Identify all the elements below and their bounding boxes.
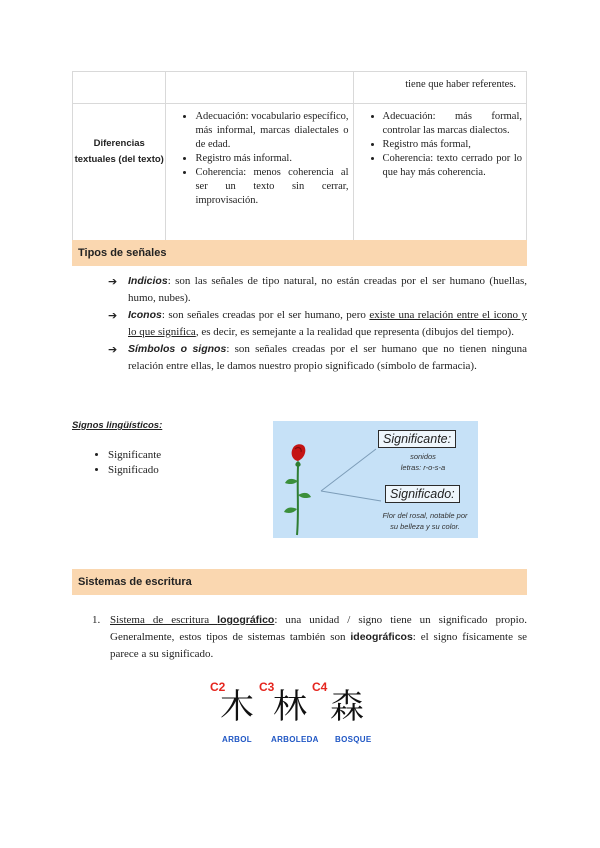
- kanji-word: BOSQUE: [335, 735, 372, 744]
- term: Símbolos o signos: [128, 343, 227, 355]
- definition-line: Flor del rosal, notable por: [382, 511, 468, 520]
- escritura-list: [92, 612, 527, 663]
- row-label-line: textuales (del texto): [74, 154, 164, 165]
- sonidos-label: sonidos: [410, 452, 436, 461]
- table-cell: [73, 72, 166, 104]
- signos-list: [88, 448, 161, 478]
- section-heading-tipos: Tipos de señales: [72, 240, 527, 266]
- letras-label: letras: r-o-s-a: [400, 463, 446, 472]
- sign-diagram: [273, 421, 478, 538]
- kanji-word: ARBOLEDA: [271, 735, 319, 744]
- kanji-char: 森: [330, 687, 364, 727]
- definition: : el signo físicamente se parece a su significado.: [110, 631, 528, 660]
- kanji-char: 木: [220, 687, 254, 727]
- table-row: [73, 104, 527, 251]
- tipos-list: [108, 273, 527, 375]
- table-row: [73, 72, 527, 104]
- term: Iconos: [128, 309, 162, 321]
- kanji-label: C2: [210, 680, 226, 694]
- table-cell: [353, 104, 527, 251]
- kanji-char: 林: [273, 687, 307, 727]
- list-item: [108, 341, 527, 375]
- kanji-label: C4: [312, 680, 328, 694]
- definition: , es decir, es semejante a la realidad que representa (dibujos del tiempo).: [195, 326, 514, 338]
- list-item: • Significante: [108, 448, 161, 463]
- arrow-icon: ➔: [108, 275, 118, 288]
- row-label-line: Diferencias: [93, 138, 145, 149]
- arrow-icon: ➔: [108, 343, 118, 356]
- kanji-label: C3: [259, 680, 275, 694]
- item-lead: Sistema de escritura: [110, 614, 218, 626]
- significante-box: Significante:: [378, 430, 456, 448]
- table-cell: [166, 72, 353, 104]
- section-heading-escritura: Sistemas de escritura: [72, 569, 527, 595]
- definition: : son las señales de tipo natural, no están creadas por el ser humano (huellas, humo, nubes).: [128, 275, 527, 304]
- kanji-figure: [210, 675, 390, 750]
- significado-box: Significado:: [385, 485, 460, 503]
- definition: : son señales creadas por el ser humano que no tienen ninguna relación entre ellas, le damos nuestro propio significado (símbolo de farmacia).: [128, 343, 528, 372]
- list-item: • Significado: [108, 463, 161, 478]
- table-cell: [166, 104, 353, 251]
- list-item: • Adecuación: más formal, controlar las marcas dialectos.: [383, 110, 523, 138]
- list-item: • Registro más formal,: [383, 138, 523, 152]
- term: ideográficos: [350, 631, 413, 643]
- table-cell: tiene que haber referentes.: [353, 72, 527, 104]
- list-item: • Registro más informal.: [195, 152, 348, 166]
- definition: : son señales creadas por el ser humano, pero: [161, 309, 370, 321]
- list-item: [92, 612, 527, 663]
- signos-title: Signos lingüísticos:: [72, 420, 163, 431]
- list-number: 1.: [92, 614, 101, 626]
- list-item: • Coherencia: texto cerrado por lo que hay más coherencia.: [383, 152, 523, 180]
- kanji-word: ARBOL: [222, 735, 252, 744]
- comparison-table: [72, 71, 527, 251]
- arrow-icon: ➔: [108, 309, 118, 322]
- definition-line: su belleza y su color.: [390, 522, 460, 531]
- definition: : una unidad / signo tiene un significado propio. Generalmente, estos tipos de sistemas también son: [110, 614, 527, 643]
- row-label: [73, 104, 166, 251]
- term: logográfico: [217, 614, 275, 626]
- list-item: [108, 273, 527, 307]
- underlined-text: existe una relación entre el icono y lo que significa: [128, 309, 527, 338]
- term: Indicios: [128, 275, 168, 287]
- list-item: • Coherencia: menos coherencia al ser un texto sin cerrar, improvisación.: [195, 166, 348, 208]
- list-item: • Adecuación: vocabulario específico, más informal, marcas dialectales o de edad.: [195, 110, 348, 152]
- list-item: [108, 307, 527, 341]
